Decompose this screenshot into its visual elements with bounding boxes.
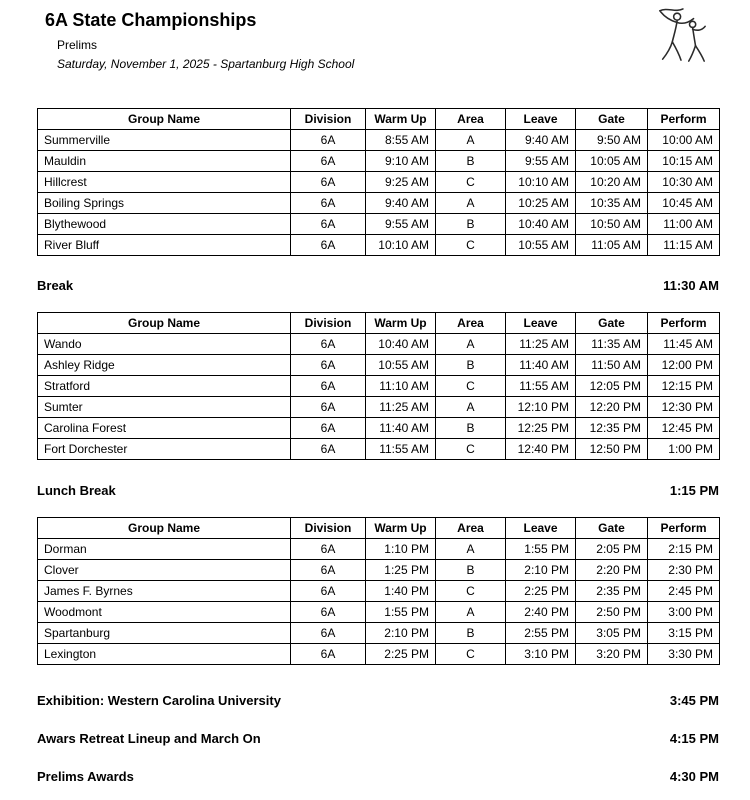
cell-leave: 3:10 PM [506,644,576,665]
cell-perform: 2:45 PM [648,581,720,602]
cell-gate: 12:50 PM [576,439,648,460]
cell-gate: 9:50 AM [576,130,648,151]
cell-gate: 10:50 AM [576,214,648,235]
schedule-row [38,151,720,172]
exhibition-event [37,693,719,708]
cell-warm-up: 1:40 PM [366,581,436,602]
cell-gate: 11:50 AM [576,355,648,376]
cell-group-name: Woodmont [38,602,291,623]
column-header-division: Division [291,109,366,130]
column-header-division: Division [291,313,366,334]
prelims-awards-label: Prelims Awards [37,769,134,784]
cell-division: 6A [291,439,366,460]
schedule-table-midday [37,312,720,460]
cell-area: A [436,397,506,418]
column-header-leave: Leave [506,313,576,334]
prelims-awards-event [37,769,719,784]
cell-division: 6A [291,397,366,418]
table-header-row [38,313,720,334]
cell-warm-up: 9:10 AM [366,151,436,172]
cell-area: A [436,193,506,214]
date-location-line: Saturday, November 1, 2025 - Spartanburg High School [57,57,355,71]
cell-group-name: Hillcrest [38,172,291,193]
cell-division: 6A [291,581,366,602]
cell-gate: 12:35 PM [576,418,648,439]
cell-warm-up: 1:55 PM [366,602,436,623]
cell-warm-up: 11:25 AM [366,397,436,418]
cell-leave: 2:55 PM [506,623,576,644]
schedule-row [38,560,720,581]
column-header-division: Division [291,518,366,539]
cell-group-name: Sumter [38,397,291,418]
cell-group-name: Carolina Forest [38,418,291,439]
cell-group-name: Dorman [38,539,291,560]
column-header-area: Area [436,109,506,130]
column-header-warm-up: Warm Up [366,109,436,130]
cell-leave: 11:25 AM [506,334,576,355]
cell-leave: 9:55 AM [506,151,576,172]
schedule-row [38,334,720,355]
column-header-warm-up: Warm Up [366,313,436,334]
schedule-row [38,644,720,665]
cell-division: 6A [291,172,366,193]
cell-leave: 10:25 AM [506,193,576,214]
cell-leave: 10:55 AM [506,235,576,256]
cell-area: C [436,644,506,665]
cell-gate: 10:20 AM [576,172,648,193]
cell-warm-up: 2:25 PM [366,644,436,665]
retreat-lineup-event [37,731,719,746]
cell-division: 6A [291,418,366,439]
cell-area: C [436,439,506,460]
retreat-lineup-label: Awars Retreat Lineup and March On [37,731,261,746]
cell-perform: 12:15 PM [648,376,720,397]
cell-division: 6A [291,644,366,665]
cell-area: B [436,418,506,439]
schedule-row [38,355,720,376]
cell-perform: 3:15 PM [648,623,720,644]
cell-gate: 3:05 PM [576,623,648,644]
column-header-area: Area [436,518,506,539]
cell-gate: 2:05 PM [576,539,648,560]
cell-perform: 11:45 AM [648,334,720,355]
cell-area: B [436,214,506,235]
schedule-row [38,602,720,623]
cell-group-name: Fort Dorchester [38,439,291,460]
cell-perform: 12:45 PM [648,418,720,439]
cell-area: C [436,376,506,397]
cell-leave: 11:55 AM [506,376,576,397]
column-header-perform: Perform [648,313,720,334]
cell-warm-up: 9:55 AM [366,214,436,235]
column-header-perform: Perform [648,109,720,130]
column-header-group-name: Group Name [38,313,291,334]
schedule-row [38,172,720,193]
break-section [37,278,719,293]
cell-division: 6A [291,151,366,172]
schedule-row [38,193,720,214]
schedule-row [38,130,720,151]
cell-division: 6A [291,355,366,376]
cell-division: 6A [291,539,366,560]
cell-perform: 3:30 PM [648,644,720,665]
cell-division: 6A [291,602,366,623]
schedule-row [38,376,720,397]
cell-gate: 2:35 PM [576,581,648,602]
cell-group-name: Summerville [38,130,291,151]
cell-group-name: Blythewood [38,214,291,235]
cell-group-name: Lexington [38,644,291,665]
cell-leave: 2:10 PM [506,560,576,581]
cell-group-name: River Bluff [38,235,291,256]
cell-leave: 11:40 AM [506,355,576,376]
document-header [37,10,719,71]
exhibition-time: 3:45 PM [669,693,719,708]
schedule-row [38,418,720,439]
break-time: 11:30 AM [663,278,719,293]
cell-area: C [436,581,506,602]
cell-leave: 2:40 PM [506,602,576,623]
cell-leave: 10:10 AM [506,172,576,193]
cell-perform: 12:30 PM [648,397,720,418]
column-header-gate: Gate [576,109,648,130]
cell-gate: 11:35 AM [576,334,648,355]
cell-gate: 3:20 PM [576,644,648,665]
table-header-row [38,518,720,539]
cell-leave: 12:40 PM [506,439,576,460]
schedule-table-morning [37,108,720,256]
cell-area: C [436,172,506,193]
column-header-group-name: Group Name [38,109,291,130]
cell-leave: 10:40 AM [506,214,576,235]
cell-perform: 10:45 AM [648,193,720,214]
cell-group-name: Stratford [38,376,291,397]
cell-division: 6A [291,193,366,214]
exhibition-label: Exhibition: Western Carolina University [37,693,281,708]
column-header-gate: Gate [576,313,648,334]
column-header-gate: Gate [576,518,648,539]
cell-warm-up: 2:10 PM [366,623,436,644]
cell-warm-up: 11:40 AM [366,418,436,439]
cell-gate: 2:20 PM [576,560,648,581]
cell-division: 6A [291,130,366,151]
cell-warm-up: 10:40 AM [366,334,436,355]
cell-perform: 11:00 AM [648,214,720,235]
column-header-leave: Leave [506,518,576,539]
cell-area: A [436,130,506,151]
cell-perform: 2:15 PM [648,539,720,560]
cell-area: B [436,151,506,172]
cell-perform: 12:00 PM [648,355,720,376]
cell-warm-up: 11:10 AM [366,376,436,397]
round-label: Prelims [57,38,98,52]
schedule-row [38,623,720,644]
cell-warm-up: 9:40 AM [366,193,436,214]
cell-perform: 10:15 AM [648,151,720,172]
schedule-row [38,235,720,256]
cell-group-name: Boiling Springs [38,193,291,214]
schedule-row [38,539,720,560]
cell-group-name: Ashley Ridge [38,355,291,376]
cell-group-name: Wando [38,334,291,355]
cell-area: B [436,560,506,581]
cell-gate: 2:50 PM [576,602,648,623]
break-label: Break [37,278,74,293]
cell-area: A [436,539,506,560]
cell-group-name: Clover [38,560,291,581]
event-logo-icon [652,5,710,67]
cell-warm-up: 1:25 PM [366,560,436,581]
cell-warm-up: 8:55 AM [366,130,436,151]
cell-warm-up: 10:10 AM [366,235,436,256]
closing-events [37,693,719,784]
cell-perform: 2:30 PM [648,560,720,581]
column-header-perform: Perform [648,518,720,539]
cell-perform: 3:00 PM [648,602,720,623]
cell-gate: 10:35 AM [576,193,648,214]
cell-warm-up: 11:55 AM [366,439,436,460]
column-header-area: Area [436,313,506,334]
schedule-row [38,397,720,418]
cell-division: 6A [291,560,366,581]
cell-division: 6A [291,623,366,644]
table-header-row [38,109,720,130]
prelims-awards-time: 4:30 PM [669,769,719,784]
cell-leave: 12:10 PM [506,397,576,418]
cell-leave: 12:25 PM [506,418,576,439]
lunch-break-label: Lunch Break [37,483,116,498]
cell-division: 6A [291,376,366,397]
cell-leave: 9:40 AM [506,130,576,151]
cell-warm-up: 1:10 PM [366,539,436,560]
cell-leave: 2:25 PM [506,581,576,602]
cell-gate: 10:05 AM [576,151,648,172]
cell-leave: 1:55 PM [506,539,576,560]
schedule-table-afternoon [37,517,720,665]
cell-area: A [436,602,506,623]
schedule-row [38,214,720,235]
schedule-row [38,581,720,602]
cell-division: 6A [291,334,366,355]
cell-group-name: James F. Byrnes [38,581,291,602]
cell-gate: 11:05 AM [576,235,648,256]
cell-gate: 12:05 PM [576,376,648,397]
schedule-row [38,439,720,460]
cell-perform: 11:15 AM [648,235,720,256]
lunch-break-section [37,483,719,498]
cell-perform: 10:00 AM [648,130,720,151]
cell-area: A [436,334,506,355]
retreat-lineup-time: 4:15 PM [669,731,719,746]
column-header-warm-up: Warm Up [366,518,436,539]
cell-gate: 12:20 PM [576,397,648,418]
cell-division: 6A [291,235,366,256]
lunch-break-time: 1:15 PM [669,483,719,498]
cell-warm-up: 10:55 AM [366,355,436,376]
cell-group-name: Mauldin [38,151,291,172]
cell-perform: 10:30 AM [648,172,720,193]
column-header-leave: Leave [506,109,576,130]
cell-perform: 1:00 PM [648,439,720,460]
page-title: 6A State Championships [45,10,257,30]
cell-area: C [436,235,506,256]
column-header-group-name: Group Name [38,518,291,539]
cell-warm-up: 9:25 AM [366,172,436,193]
cell-group-name: Spartanburg [38,623,291,644]
cell-division: 6A [291,214,366,235]
cell-area: B [436,623,506,644]
cell-area: B [436,355,506,376]
